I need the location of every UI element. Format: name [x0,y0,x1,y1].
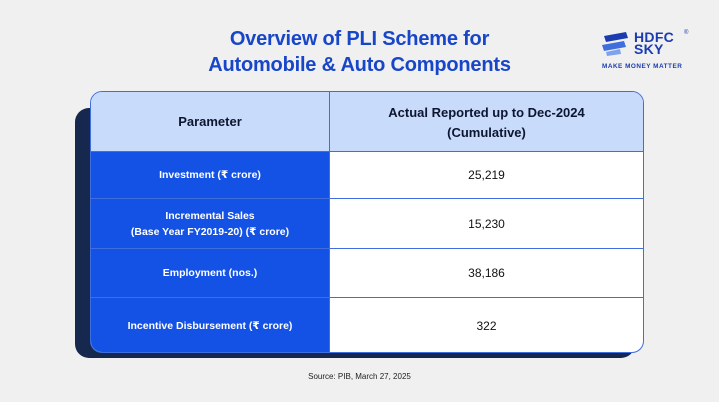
row-label [91,298,330,353]
row-value: 38,186 [468,266,505,280]
pli-overview-table [90,91,644,353]
source-note: Source: PIB, March 27, 2025 [308,372,411,381]
header-parameter: Parameter [91,92,330,151]
table-row [91,199,643,249]
row-label-line-1: Incentive Disbursement (₹ crore) [127,320,293,332]
header-actual-reported [330,92,643,151]
title-line-2: Automobile & Auto Components [208,54,511,76]
logo-wordmark [634,31,674,55]
row-label-line-1: Employment (nos.) [162,267,258,279]
row-label [91,152,330,198]
registered-mark: ® [684,30,689,36]
hdfc-sky-logo [602,30,698,75]
table-row [91,152,643,199]
row-value: 15,230 [468,216,505,231]
logo-tagline: MAKE MONEY MATTER [602,63,683,70]
row-value: 25,219 [468,168,505,182]
title-line-1: Overview of PLI Scheme for [229,28,490,50]
table-row [91,298,643,353]
row-label-line-1: Incremental Sales [165,209,255,222]
table-row [91,249,643,298]
row-label [91,249,330,297]
row-label-line-2: (Base Year FY2019-20) (₹ crore) [130,225,290,238]
header-value-line-1: Actual Reported up to Dec-2024 [388,104,585,120]
table-header-row [91,92,643,152]
logo-line-2: SKY [634,41,664,57]
hdfc-sky-logo-mark-icon [602,32,630,56]
row-value: 322 [476,319,497,333]
row-label [91,199,330,248]
logo-line-1: HDFC [634,29,675,45]
row-label-line-1: Investment (₹ crore) [159,169,261,181]
header-value-line-2: (Cumulative) [447,124,526,140]
